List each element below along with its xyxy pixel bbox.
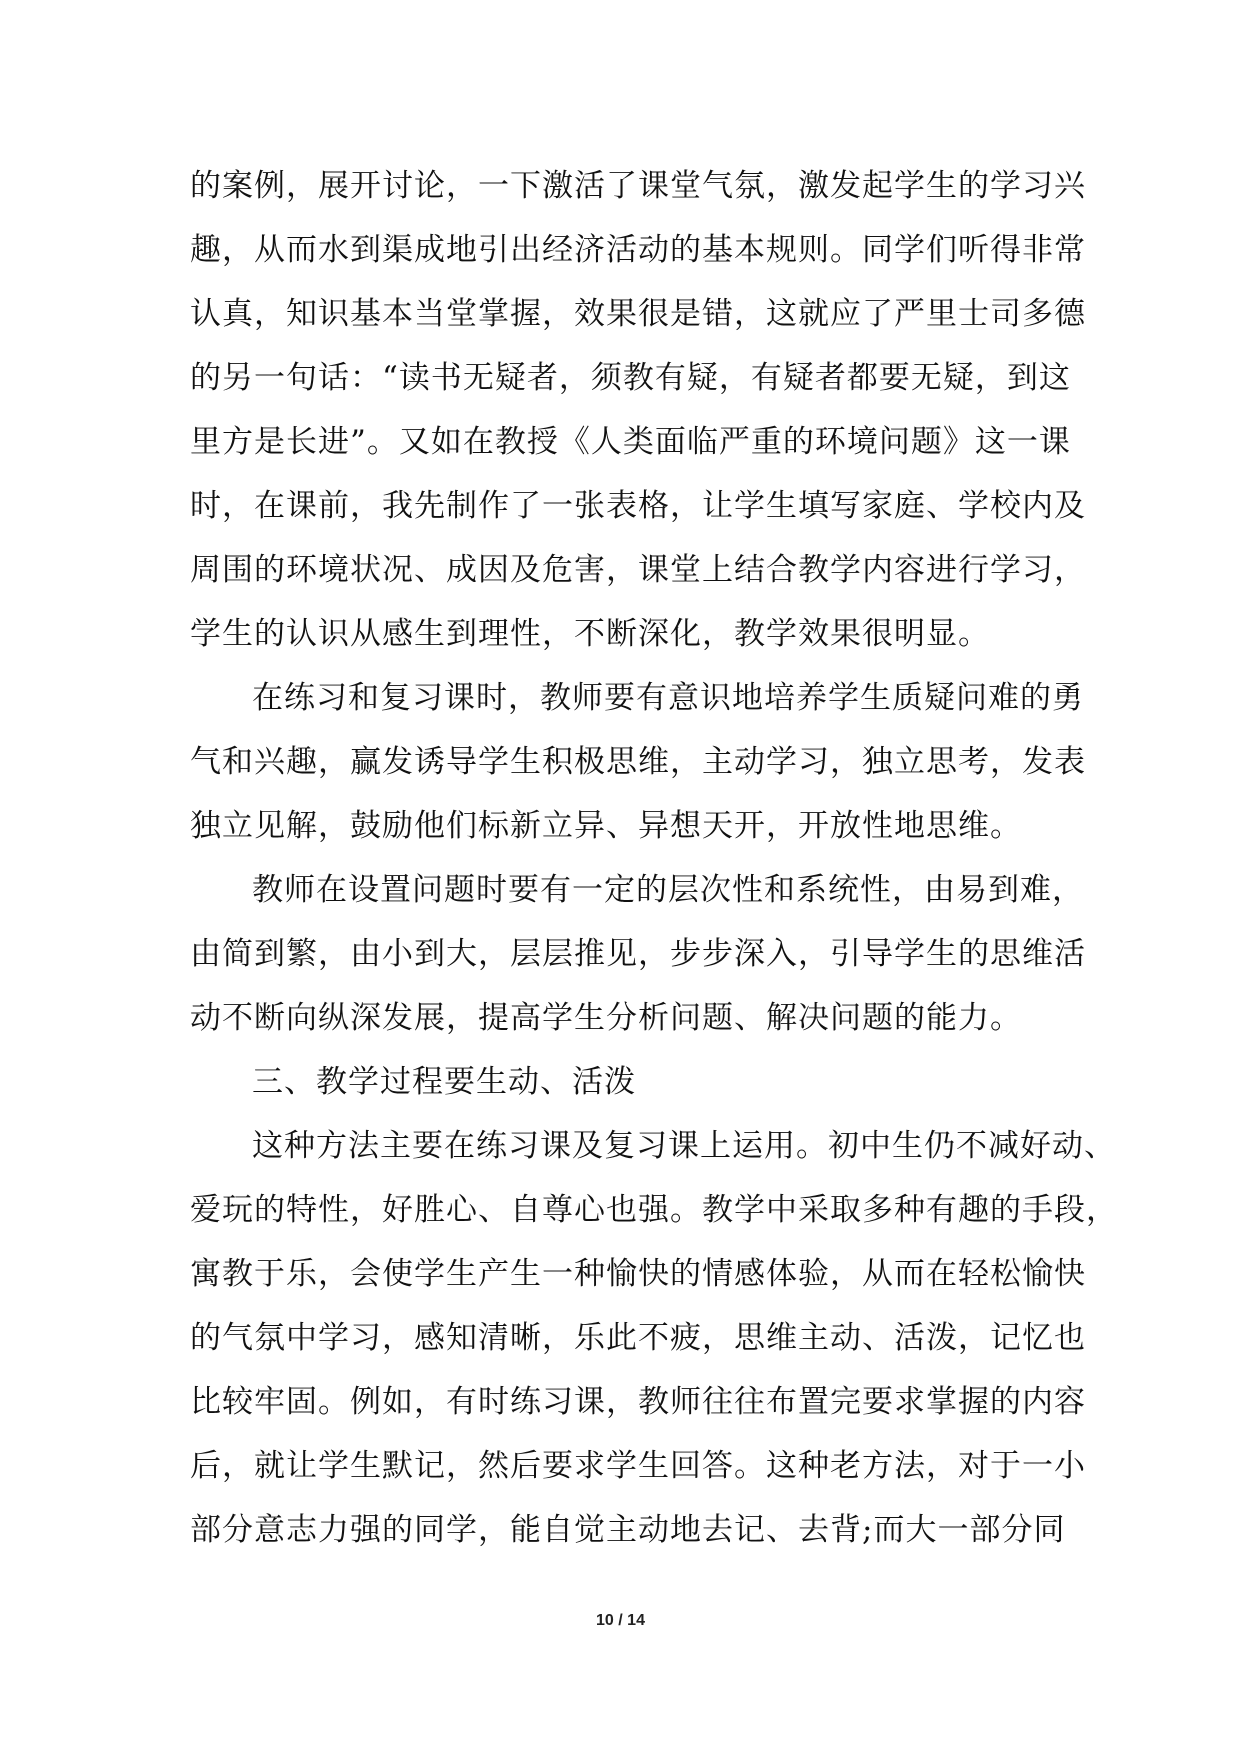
text-line: 周围的环境状况、成因及危害，课堂上结合教学内容进行学习， — [190, 552, 1086, 588]
text-line: 的另一句话：“读书无疑者，须教有疑，有疑者都要无疑，到这 — [190, 360, 1071, 396]
paragraph-start-line: 教师在设置问题时要有一定的层次性和系统性，由易到难， — [252, 872, 1084, 908]
text-line: 寓教于乐，会使学生产生一种愉快的情感体验，从而在轻松愉快 — [190, 1256, 1086, 1292]
body-text — [190, 154, 1118, 1562]
text-line: 独立见解，鼓励他们标新立异、异想天开，开放性地思维。 — [190, 808, 1022, 844]
text-line: 学生的认识从感生到理性，不断深化，教学效果很明显。 — [190, 616, 990, 652]
section-heading: 三、教学过程要生动、活泼 — [252, 1064, 636, 1100]
paragraph-start-line: 在练习和复习课时，教师要有意识地培养学生质疑问难的勇 — [252, 680, 1084, 716]
text-line: 由简到繁，由小到大，层层推见，步步深入，引导学生的思维活 — [190, 936, 1086, 972]
paragraph-start-line: 这种方法主要在练习课及复习课上运用。初中生仍不减好动、 — [252, 1128, 1116, 1164]
text-line: 部分意志力强的同学，能自觉主动地去记、去背;而大一部分同 — [190, 1512, 1066, 1548]
text-line: 比较牢固。例如，有时练习课，教师往往布置完要求掌握的内容 — [190, 1384, 1086, 1420]
text-line: 爱玩的特性，好胜心、自尊心也强。教学中采取多种有趣的手段， — [190, 1192, 1118, 1228]
text-line: 里方是长进”。又如在教授《人类面临严重的环境问题》这一课 — [190, 424, 1071, 460]
text-line: 趣，从而水到渠成地引出经济活动的基本规则。同学们听得非常 — [190, 232, 1086, 268]
text-line: 的气氛中学习，感知清晰，乐此不疲，思维主动、活泼，记忆也 — [190, 1320, 1086, 1356]
text-line: 的案例，展开讨论，一下激活了课堂气氛，激发起学生的学习兴 — [190, 168, 1086, 204]
text-line: 动不断向纵深发展，提高学生分析问题、解决问题的能力。 — [190, 1000, 1022, 1036]
text-line: 气和兴趣，赢发诱导学生积极思维，主动学习，独立思考，发表 — [190, 744, 1086, 780]
text-line: 时，在课前，我先制作了一张表格，让学生填写家庭、学校内及 — [190, 488, 1086, 524]
text-line: 后，就让学生默记，然后要求学生回答。这种老方法，对于一小 — [190, 1448, 1086, 1484]
page-number: 10 / 14 — [596, 1612, 645, 1629]
text-line: 认真，知识基本当堂掌握，效果很是错，这就应了严里士司多德 — [190, 296, 1086, 332]
